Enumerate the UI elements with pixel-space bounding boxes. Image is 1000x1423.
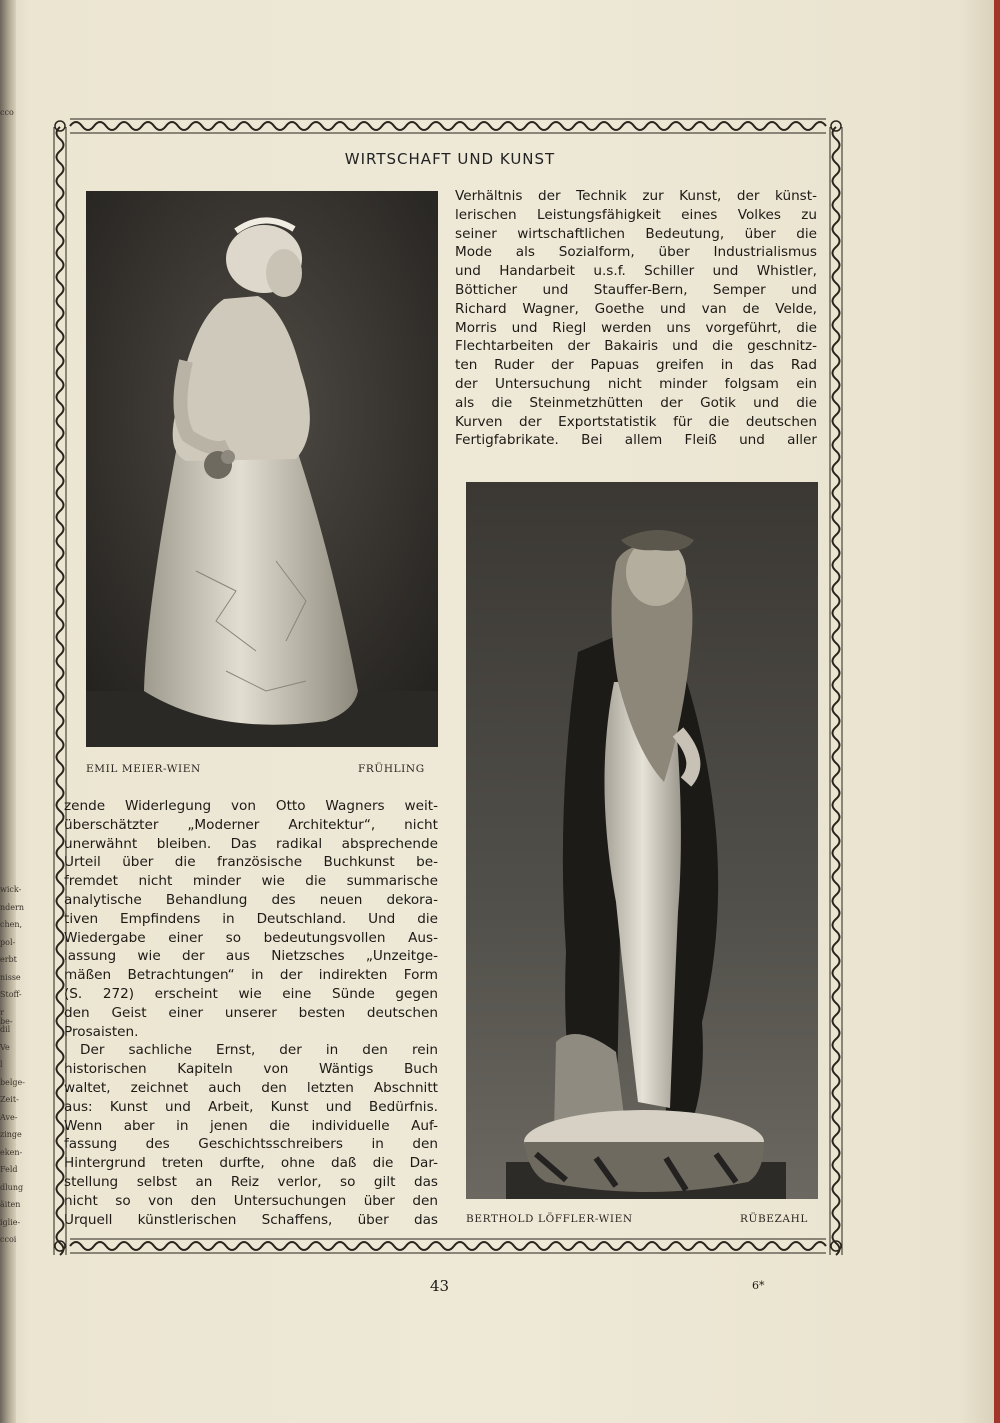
- text-line: tiven Empfindens in Deutschland. Und die: [64, 910, 438, 927]
- text-line: Der sachliche Ernst, der in den rein: [80, 1042, 438, 1059]
- text-line: Wiedergabe einer so bedeutungsvollen Aus-: [64, 929, 438, 946]
- text-line: lerischen Leistungsfähigkeit eines Volkes zu: [455, 206, 817, 223]
- margin-fragment: cco: [0, 108, 14, 117]
- margin-fragment: Ve: [0, 1042, 10, 1052]
- page-title: WIRTSCHAFT UND KUNST: [344, 150, 556, 168]
- margin-fragment: nisse: [0, 972, 21, 982]
- margin-fragment: iglie-: [0, 1217, 21, 1227]
- caption-artist-2: BERTHOLD LÖFFLER-WIEN: [466, 1213, 633, 1225]
- margin-fragment: erbt: [0, 955, 17, 964]
- margin-fragment: Zeit-: [0, 1095, 19, 1104]
- bottom-ornament-border: [52, 1237, 844, 1255]
- text-line: zende Widerlegung von Otto Wagners weit-: [64, 798, 438, 814]
- text-line: Wenn aber in jenen die individuelle Auf-: [64, 1117, 438, 1134]
- margin-fragment: eken-: [0, 1147, 23, 1157]
- margin-fragment: ccoi: [0, 1235, 17, 1244]
- caption-work-1: FRÜHLING: [358, 763, 425, 775]
- text-line: fremdet nicht minder wie die summarische: [64, 873, 438, 890]
- text-line: (S. 272) erscheint wie eine Sünde gegen: [64, 985, 438, 1002]
- margin-fragment: zinge: [0, 1130, 22, 1139]
- margin-fragment: wick-: [0, 885, 22, 894]
- caption-artist-1: EMIL MEIER-WIEN: [86, 763, 201, 775]
- margin-fragment: chen,: [0, 920, 23, 929]
- right-ornament-border: [828, 127, 844, 1255]
- margin-fragment: Stoff-: [0, 990, 22, 999]
- text-line: den Geist einer unserer besten deutschen: [64, 1004, 438, 1021]
- text-line: waltet, zeichnet auch den letzten Abschnitt: [64, 1079, 438, 1096]
- printer-signature: 6*: [752, 1279, 765, 1292]
- page-number: 43: [430, 1277, 450, 1295]
- caption-work-2: RÜBEZAHL: [740, 1213, 808, 1225]
- top-ornament-border: [52, 117, 844, 135]
- text-line: analytische Behandlung des neuen dekora-: [64, 891, 438, 908]
- margin-fragment: belge-: [0, 1077, 25, 1087]
- text-line: fassung des Geschichtsschreibers in den: [64, 1136, 438, 1153]
- text-line: Kurven der Exportstatistik für die deutschen: [455, 413, 817, 430]
- text-line: als die Steinmetzhütten der Gotik und die: [455, 394, 817, 411]
- binding-edge: [994, 0, 1000, 1423]
- margin-fragment: Feld: [0, 1165, 18, 1174]
- margin-fragment: r be-: [0, 1007, 13, 1026]
- text-line: Flechtarbeiten der Bakairis und die geschnitz-: [455, 338, 817, 355]
- text-line: Mode als Sozialform, über Industrialismus: [455, 244, 817, 261]
- text-line: Hintergrund treten durfte, ohne daß die Dar-: [64, 1155, 438, 1172]
- text-line: nicht so von den Untersuchungen über den: [64, 1192, 438, 1209]
- text-line: ten Ruder der Papuas greifen in das Rad: [455, 357, 817, 374]
- text-line: stellung selbst an Reiz verlor, so gilt das: [64, 1173, 438, 1190]
- text-line: und Handarbeit u.s.f. Schiller und Whistler,: [455, 263, 817, 280]
- text-line: lassung wie der aus Nietzsches „Unzeitge-: [64, 948, 438, 965]
- text-column-bottom-left: [64, 797, 438, 1229]
- margin-fragment: dil: [0, 1025, 11, 1034]
- text-line: Bötticher und Stauffer-Bern, Semper und: [455, 281, 817, 298]
- margin-fragment: dlung: [0, 1182, 24, 1192]
- text-line: unerwähnt bleiben. Das radikal absprechende: [64, 835, 438, 852]
- text-column-top-right: [455, 187, 817, 450]
- text-line: Prosaisten.: [64, 1023, 139, 1040]
- margin-fragment: äiten: [0, 1200, 21, 1209]
- text-line: Richard Wagner, Goethe und van de Velde,: [455, 300, 817, 317]
- text-line: Fertigfabrikate. Bei allem Fleiß und aller: [455, 432, 817, 449]
- margin-fragment: pol-: [0, 937, 16, 947]
- margin-fragment: Ave-: [0, 1112, 18, 1122]
- text-line: Morris und Riegl werden uns vorgeführt, die: [455, 319, 817, 336]
- photo-fruehling: [86, 191, 438, 747]
- text-line: überschätzter „Moderner Architektur“, nicht: [64, 816, 438, 833]
- text-line: aus: Kunst und Arbeit, Kunst und Bedürfnis.: [64, 1098, 438, 1115]
- previous-page-edge: [0, 0, 25, 1423]
- text-line: der Untersuchung nicht minder folgsam ein: [455, 375, 817, 392]
- margin-fragment: l: [0, 1060, 3, 1069]
- margin-fragment: ndern: [0, 902, 24, 912]
- text-line: mäßen Betrachtungen“ in der indirekten Form: [64, 967, 438, 984]
- text-line: historischen Kapiteln von Wäntigs Buch: [64, 1061, 438, 1078]
- text-line: seiner wirtschaftlichen Bedeutung, über die: [455, 225, 817, 242]
- text-line: Urteil über die französische Buchkunst be-: [64, 854, 438, 871]
- text-line: Urquell künstlerischen Schaffens, über das: [64, 1211, 438, 1228]
- photo-ruebezahl: [466, 482, 818, 1199]
- text-line: Verhältnis der Technik zur Kunst, der künst-: [455, 188, 817, 204]
